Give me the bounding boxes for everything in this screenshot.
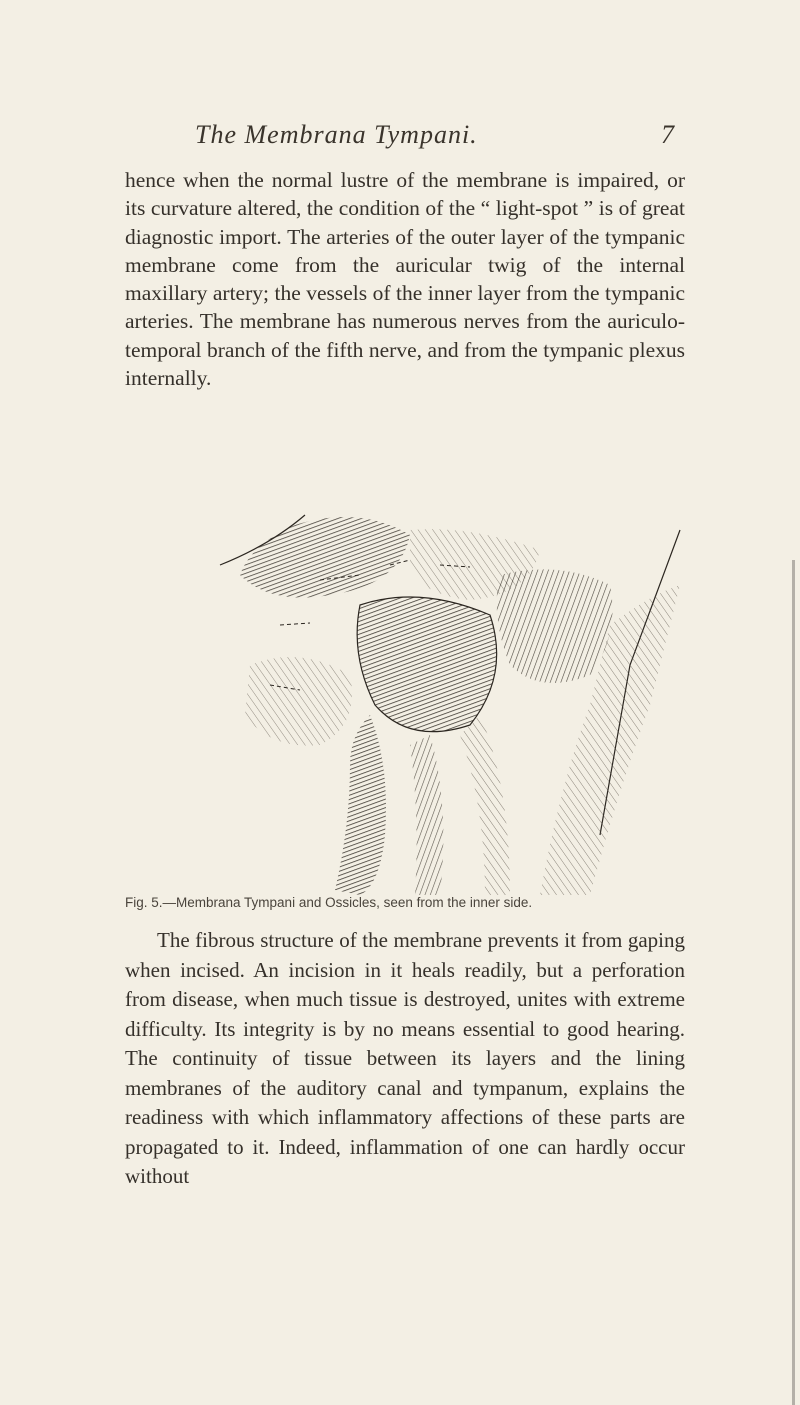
running-title: The Membrana Tympani. (195, 120, 478, 149)
page-number: 7 (661, 120, 675, 149)
figure-caption: Fig. 5.—Membrana Tympani and Ossicles, seen from the inner side. (125, 895, 533, 910)
paragraph-1: hence when the normal lustre of the membrane is impaired, or its curvature altered, the condition of the “ light-spot ” is of great diagnostic import. The arteries of the outer layer of the tympanic membrane come from the auricular twig of the internal maxillary artery; the vessels of the inner layer from the tympanic arteries. The membrane has numerous nerves from the auriculo-temporal branch of the fifth nerve, and from the tympanic plexus internally. (125, 168, 685, 391)
page-edge (792, 560, 795, 1405)
anatomical-illustration (210, 505, 690, 900)
paragraph-2: The fibrous structure of the membrane prevents it from gaping when incised. An incision in it heals readily, but a perforation from disease, when much tissue is destroyed, unites with extreme difficulty. Its integrity is by no means essential to good hearing. The continuity of tissue between its layers and the lining membranes of the auditory canal and tympanum, explains the readiness with which inflammatory affections of these parts are propagated to it. Indeed, inflammation of one can hardly occur without (125, 928, 685, 1188)
